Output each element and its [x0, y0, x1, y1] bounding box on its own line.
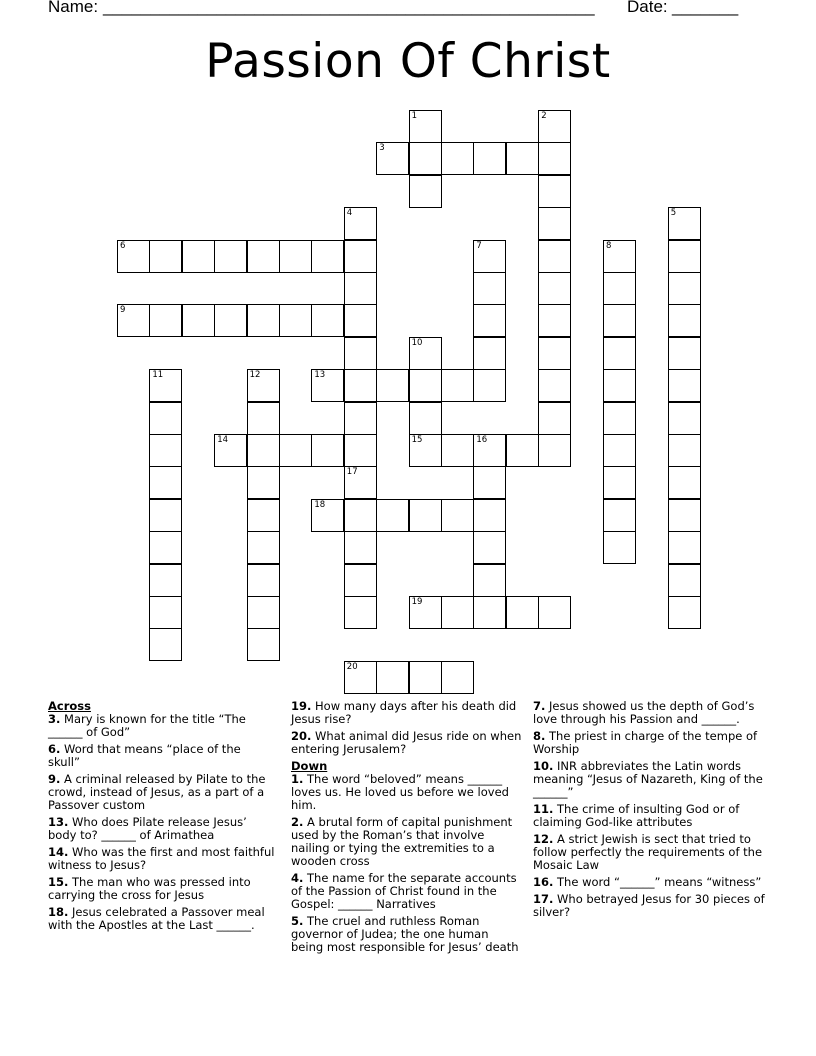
cell-number: 17: [346, 467, 358, 478]
grid-cell[interactable]: [344, 661, 377, 694]
clue-down-16: [533, 876, 765, 889]
date-label: Date:: [627, 0, 668, 16]
grid-cell[interactable]: [538, 337, 571, 370]
clue-text: The crime of insulting God or of claiming God-like attributes: [533, 802, 740, 829]
grid-cell[interactable]: [668, 434, 701, 467]
clues-column-3: [533, 700, 765, 923]
grid-cell[interactable]: [538, 207, 571, 240]
grid-cell[interactable]: [441, 142, 474, 175]
across-heading: Across: [48, 699, 91, 713]
grid-cell[interactable]: [668, 272, 701, 305]
grid-cell[interactable]: [473, 531, 506, 564]
clue-across-3: [48, 713, 276, 739]
grid-cell[interactable]: [506, 434, 539, 467]
grid-cell[interactable]: [603, 531, 636, 564]
name-field[interactable]: ____________________________________________________: [103, 0, 595, 16]
cell-number: 8: [606, 240, 612, 251]
clue-text: The name for the separate accounts of the Passion of Christ found in the Gospel: ______ Narratives: [291, 871, 517, 911]
grid-cell[interactable]: [409, 499, 442, 532]
grid-cell[interactable]: [182, 304, 215, 337]
cell-number: 12: [249, 370, 261, 381]
grid-cell[interactable]: [409, 142, 442, 175]
cell-number: 1: [411, 111, 418, 121]
clue-number: 3.: [48, 712, 61, 726]
grid-cell[interactable]: [409, 337, 442, 370]
clue-down-7: [533, 700, 765, 726]
page-title: Passion Of Christ: [205, 34, 611, 89]
clue-down-8: [533, 730, 765, 756]
grid-cell[interactable]: [409, 110, 442, 143]
clue-number: 15.: [48, 875, 69, 889]
grid-cell[interactable]: [409, 402, 442, 435]
clue-number: 8.: [533, 729, 546, 743]
grid-cell[interactable]: [247, 402, 280, 435]
grid-cell[interactable]: [344, 596, 377, 629]
clue-text: The cruel and ruthless Roman governor of Judea; the one human being most responsible for Jesus’ death: [291, 914, 519, 954]
grid-cell[interactable]: [214, 434, 247, 467]
grid-cell[interactable]: [344, 434, 377, 467]
grid-cell[interactable]: [247, 564, 280, 597]
grid-cell[interactable]: [247, 596, 280, 629]
grid-cell[interactable]: [214, 304, 247, 337]
grid-cell[interactable]: [473, 337, 506, 370]
cell-number: 9: [120, 305, 126, 316]
grid-cell[interactable]: [538, 596, 571, 629]
clue-down-2: [291, 816, 523, 868]
grid-cell[interactable]: [473, 466, 506, 499]
clue-down-4: [291, 872, 523, 911]
grid-cell[interactable]: [506, 596, 539, 629]
cell-number: 2: [541, 111, 547, 121]
grid-cell[interactable]: [473, 596, 506, 629]
cell-number: 7: [476, 240, 482, 251]
clue-across-18: [48, 906, 276, 932]
cell-number: 19: [411, 597, 423, 607]
grid-cell[interactable]: [247, 466, 280, 499]
grid-cell[interactable]: [603, 337, 636, 370]
grid-cell[interactable]: [311, 499, 344, 532]
grid-cell[interactable]: [182, 240, 215, 273]
cell-number: 10: [411, 337, 423, 348]
clue-number: 18.: [48, 905, 69, 919]
grid-cell[interactable]: [344, 304, 377, 337]
grid-cell[interactable]: [603, 272, 636, 305]
grid-cell[interactable]: [344, 272, 377, 305]
grid-cell[interactable]: [311, 240, 344, 273]
grid-cell[interactable]: [149, 434, 182, 467]
clue-text: Mary is known for the title “The ______ of God”: [48, 712, 246, 739]
grid-cell[interactable]: [603, 434, 636, 467]
cell-number: 14: [217, 435, 229, 445]
clue-number: 4.: [291, 871, 304, 885]
grid-cell[interactable]: [473, 304, 506, 337]
cell-number: 15: [411, 435, 423, 445]
grid-cell[interactable]: [117, 240, 150, 273]
clue-text: Jesus celebrated a Passover meal with the Apostles at the Last ______.: [48, 905, 265, 932]
grid-cell[interactable]: [344, 337, 377, 370]
grid-cell[interactable]: [538, 272, 571, 305]
grid-cell[interactable]: [344, 402, 377, 435]
clue-across-15: [48, 876, 276, 902]
clue-across-14: [48, 846, 276, 872]
grid-cell[interactable]: [538, 110, 571, 143]
clue-across-9: [48, 773, 276, 812]
clue-across-13: [48, 816, 276, 842]
grid-cell[interactable]: [247, 304, 280, 337]
grid-cell[interactable]: [603, 466, 636, 499]
grid-cell[interactable]: [668, 466, 701, 499]
grid-cell[interactable]: [409, 369, 442, 402]
grid-cell[interactable]: [603, 499, 636, 532]
clue-down-5: [291, 915, 523, 954]
grid-cell[interactable]: [538, 369, 571, 402]
down-heading: Down: [291, 759, 328, 773]
grid-cell[interactable]: [311, 304, 344, 337]
clue-text: Jesus showed us the depth of God’s love through his Passion and ______.: [533, 699, 755, 726]
grid-cell[interactable]: [149, 531, 182, 564]
grid-cell[interactable]: [376, 499, 409, 532]
grid-cell[interactable]: [441, 434, 474, 467]
grid-cell[interactable]: [344, 369, 377, 402]
clue-text: A brutal form of capital punishment used by the Roman’s that involve nailing or tying the extremities to a wooden cross: [291, 815, 513, 868]
clue-text: INR abbreviates the Latin words meaning “Jesus of Nazareth, King of the ______”: [533, 759, 763, 799]
grid-cell[interactable]: [473, 240, 506, 273]
clues-column-1: [48, 700, 276, 936]
cell-number: 13: [314, 370, 326, 381]
grid-cell[interactable]: [603, 304, 636, 337]
clue-number: 10.: [533, 759, 554, 773]
clue-number: 14.: [48, 845, 69, 859]
grid-cell[interactable]: [149, 596, 182, 629]
grid-cell[interactable]: [473, 272, 506, 305]
grid-cell[interactable]: [473, 499, 506, 532]
grid-cell[interactable]: [538, 240, 571, 273]
grid-cell[interactable]: [668, 207, 701, 240]
name-label: Name:: [48, 0, 99, 16]
grid-cell[interactable]: [344, 531, 377, 564]
grid-cell[interactable]: [603, 240, 636, 273]
clue-text: Who was the first and most faithful witness to Jesus?: [48, 845, 275, 872]
clue-number: 13.: [48, 815, 69, 829]
grid-cell[interactable]: [247, 240, 280, 273]
grid-cell[interactable]: [441, 499, 474, 532]
grid-cell[interactable]: [441, 661, 474, 694]
grid-cell[interactable]: [214, 240, 247, 273]
clue-across-6: [48, 743, 276, 769]
clue-number: 17.: [533, 892, 554, 906]
clue-number: 19.: [291, 699, 312, 713]
grid-cell[interactable]: [441, 369, 474, 402]
grid-cell[interactable]: [668, 499, 701, 532]
grid-cell[interactable]: [473, 369, 506, 402]
clue-down-12: [533, 833, 765, 872]
grid-cell[interactable]: [117, 304, 150, 337]
grid-cell[interactable]: [409, 175, 442, 208]
grid-cell[interactable]: [344, 207, 377, 240]
grid-cell[interactable]: [149, 240, 182, 273]
grid-cell[interactable]: [344, 466, 377, 499]
clue-text: Who does Pilate release Jesus’ body to? ______ of Arimathea: [48, 815, 247, 842]
grid-cell[interactable]: [538, 142, 571, 175]
grid-cell[interactable]: [149, 369, 182, 402]
grid-cell[interactable]: [603, 369, 636, 402]
grid-cell[interactable]: [603, 402, 636, 435]
grid-cell[interactable]: [247, 434, 280, 467]
grid-cell[interactable]: [149, 466, 182, 499]
grid-cell[interactable]: [279, 240, 312, 273]
grid-cell[interactable]: [409, 434, 442, 467]
clue-text: Word that means “place of the skull”: [48, 742, 241, 769]
grid-cell[interactable]: [441, 596, 474, 629]
clue-text: What animal did Jesus ride on when entering Jerusalem?: [291, 729, 522, 756]
clue-number: 11.: [533, 802, 554, 816]
clue-down-17: [533, 893, 765, 919]
grid-cell[interactable]: [279, 434, 312, 467]
grid-cell[interactable]: [247, 628, 280, 661]
grid-cell[interactable]: [279, 304, 312, 337]
clue-across-19: [291, 700, 523, 726]
cell-number: 3: [379, 143, 385, 154]
clue-number: 12.: [533, 832, 554, 846]
grid-cell[interactable]: [668, 240, 701, 273]
grid-cell[interactable]: [538, 434, 571, 467]
grid-cell[interactable]: [473, 564, 506, 597]
date-field[interactable]: _______: [672, 0, 739, 16]
grid-cell[interactable]: [376, 661, 409, 694]
clue-number: 1.: [291, 772, 304, 786]
grid-cell[interactable]: [538, 175, 571, 208]
clue-text: The priest in charge of the tempe of Worship: [533, 729, 758, 756]
grid-cell[interactable]: [376, 142, 409, 175]
grid-cell[interactable]: [473, 434, 506, 467]
grid-cell[interactable]: [149, 628, 182, 661]
grid-cell[interactable]: [473, 142, 506, 175]
clue-down-1: [291, 773, 523, 812]
clue-down-11: [533, 803, 765, 829]
clue-number: 9.: [48, 772, 61, 786]
clue-number: 6.: [48, 742, 61, 756]
grid-cell[interactable]: [247, 369, 280, 402]
clue-text: A criminal released by Pilate to the crowd, instead of Jesus, as a part of a Passover custom: [48, 772, 266, 812]
clue-text: Who betrayed Jesus for 30 pieces of silver?: [533, 892, 765, 919]
grid-cell[interactable]: [247, 531, 280, 564]
grid-cell[interactable]: [344, 499, 377, 532]
clue-down-10: [533, 760, 765, 799]
clue-text: The word “beloved” means ______ loves us. He loved us before we loved him.: [291, 772, 509, 812]
clue-text: A strict Jewish is sect that tried to follow perfectly the requirements of the Mosaic Law: [533, 832, 763, 872]
grid-cell[interactable]: [409, 661, 442, 694]
grid-cell[interactable]: [149, 304, 182, 337]
grid-cell[interactable]: [149, 402, 182, 435]
clue-number: 16.: [533, 875, 554, 889]
cell-number: 16: [476, 435, 488, 445]
grid-cell[interactable]: [376, 369, 409, 402]
cell-number: 18: [314, 499, 326, 510]
grid-cell[interactable]: [506, 142, 539, 175]
clue-number: 5.: [291, 914, 304, 928]
grid-cell[interactable]: [668, 402, 701, 435]
clue-number: 20.: [291, 729, 312, 743]
grid-cell[interactable]: [247, 499, 280, 532]
cell-number: 11: [152, 370, 164, 381]
cell-number: 6: [120, 240, 126, 251]
grid-cell[interactable]: [668, 337, 701, 370]
cell-number: 5: [670, 208, 677, 219]
grid-cell[interactable]: [409, 596, 442, 629]
clue-text: How many days after his death did Jesus rise?: [291, 699, 517, 726]
grid-cell[interactable]: [538, 402, 571, 435]
grid-cell[interactable]: [668, 304, 701, 337]
grid-cell[interactable]: [668, 596, 701, 629]
grid-cell[interactable]: [311, 434, 344, 467]
grid-cell[interactable]: [344, 564, 377, 597]
clue-text: The man who was pressed into carrying the cross for Jesus: [48, 875, 251, 902]
clue-number: 7.: [533, 699, 546, 713]
grid-cell[interactable]: [149, 564, 182, 597]
clue-across-20: [291, 730, 523, 756]
clue-text: The word “______” means “witness”: [557, 875, 762, 889]
grid-cell[interactable]: [311, 369, 344, 402]
grid-cell[interactable]: [344, 240, 377, 273]
clues-column-2: [291, 700, 523, 958]
grid-cell[interactable]: [668, 531, 701, 564]
cell-number: 4: [346, 208, 353, 219]
grid-cell[interactable]: [668, 564, 701, 597]
clue-number: 2.: [291, 815, 304, 829]
grid-cell[interactable]: [668, 369, 701, 402]
cell-number: 20: [346, 661, 358, 672]
grid-cell[interactable]: [149, 499, 182, 532]
grid-cell[interactable]: [538, 304, 571, 337]
